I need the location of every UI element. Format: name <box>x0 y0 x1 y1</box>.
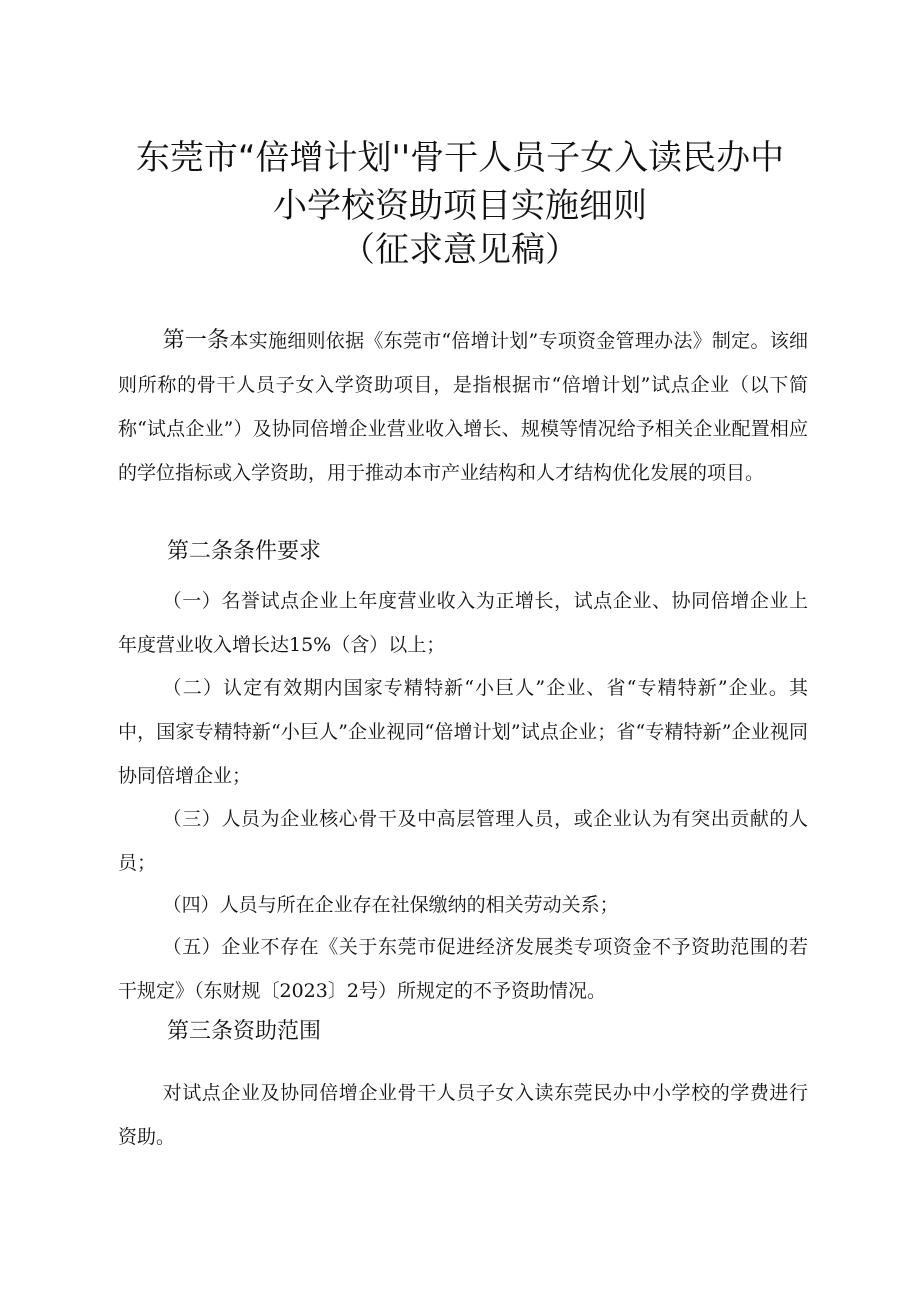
article-2-item-1: （一）名誉试点企业上年度营业收入为正增长，试点企业、协同倍增企业上年度营业收入增长达15%（含）以上； <box>118 590 808 656</box>
document-title-line-1: 东莞市“倍增计划''骨干人员子女入读民办中 <box>135 138 785 178</box>
document-title-line-2: 小学校资助项目实施细则 <box>273 186 647 226</box>
article-3-heading: 第三条资助范围 <box>167 1019 322 1044</box>
article-2-item-2: （二）认定有效期内国家专精特新“小巨人”企业、省“专精特新”企业。其中，国家专精特新“小巨人”企业视同“倍增计划”试点企业；省“专精特新”企业视同协同倍增企业； <box>118 677 808 787</box>
article-2-heading: 第二条条件要求 <box>167 539 322 564</box>
article-1-text: 本实施细则依据《东莞市“倍增计划”专项资金管理办法》制定。该细则所称的骨干人员子女入学资助项目，是指根据市“倍增计划”试点企业（以下简称“试点企业”）及协同倍增企业营业收入增长、规模等情况给予相关企业配置相应的学位指标或入学资助，用于推动本市产业结构和人才结构优化发展的项目。 <box>118 330 808 484</box>
article-3-text: 对试点企业及协同倍增企业骨干人员子女入读东莞民办中小学校的学费进行资助。 <box>118 1082 808 1148</box>
article-1-heading: 第一条 <box>162 328 230 353</box>
article-2-item-5: （五）企业不存在《关于东莞市促进经济发展类专项资金不予资助范围的若干规定》（东财规〔2023〕2号）所规定的不予资助情况。 <box>118 936 808 1002</box>
article-2-item-4: （四）人员与所在企业存在社保缴纳的相关劳动关系； <box>162 894 619 916</box>
article-2-item-3: （三）人员为企业核心骨干及中高层管理人员，或企业认为有突出贡献的人员； <box>118 808 808 874</box>
article-1-paragraph <box>118 319 808 495</box>
document-title-line-3: （征求意见稿） <box>341 230 579 270</box>
